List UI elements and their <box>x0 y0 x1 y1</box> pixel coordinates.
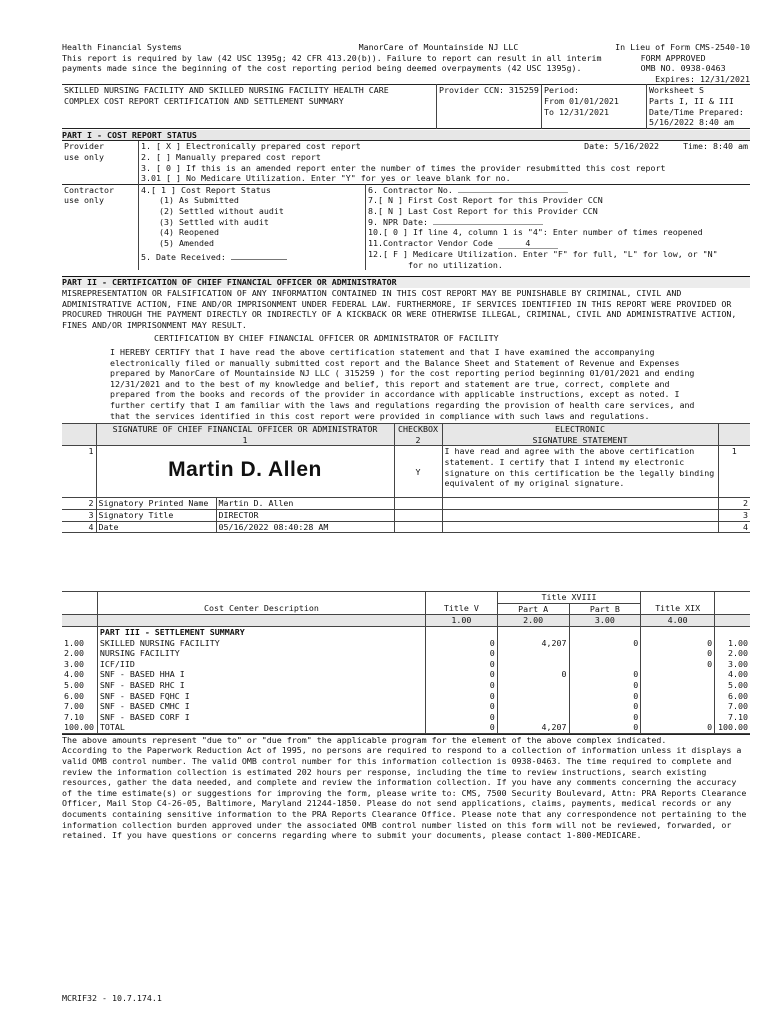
first-cost-report: 7.[ N ] First Cost Report for this Provider CCN <box>368 195 603 206</box>
part2-warning: MISREPRESENTATION OR FALSIFICATION OF ANY INFORMATION CONTAINED IN THIS COST REPORT MAY BE PUNISHABLE BY CRIMINAL, CIVIL AND ADMINISTRATIVE ACTION, FINE AND/OR IMPRISONMENT UNDER FEDERAL LAW. FURTHERMORE, IF SERVICES IDENTIFIED IN THIS REPORT WERE PROVIDED OR PROCURED THROUGH THE PAYMENT DIRECTLY OR INDIRECTLY OF A KICKBACK OR WERE OTHERWISE ILLEGAL, CRIMINAL, CIVIL AND ADMINISTRATIVE ACTION, FINES AND/OR IMPRISONMENT MAY RESULT. <box>62 288 737 330</box>
document-page <box>62 42 750 841</box>
part-b-value: 0 <box>569 701 641 712</box>
part-b-value: 0 <box>569 638 641 649</box>
part3-title: PART III - SETTLEMENT SUMMARY <box>97 626 425 637</box>
title-xix-value <box>641 691 715 702</box>
title-xix-value: 0 <box>641 638 715 649</box>
title-xix-value <box>641 701 715 712</box>
line-number-right: 6.00 <box>715 691 750 702</box>
report-title-2: COMPLEX COST REPORT CERTIFICATION AND SETTLEMENT SUMMARY <box>64 95 344 106</box>
cost-center-name: NURSING FACILITY <box>97 648 425 659</box>
title-xix-value: 0 <box>641 722 715 733</box>
header-line <box>62 42 750 53</box>
title-v-value: 0 <box>425 659 497 670</box>
sig-col-head: SIGNATURE OF CHIEF FINANCIAL OFFICER OR ADMINISTRATOR <box>112 424 378 435</box>
line-number-right: 7.10 <box>715 712 750 723</box>
cost-center-name: SNF - BASED FQHC I <box>97 691 425 702</box>
part-a-value <box>497 712 569 723</box>
contractor-no: 6. Contractor No. <box>368 184 453 195</box>
line-number-right: 2.00 <box>715 648 750 659</box>
cost-center-name: TOTAL <box>97 722 425 733</box>
printed-name-label: Signatory Printed Name <box>96 498 216 510</box>
title-v-value: 0 <box>425 680 497 691</box>
title-label: Signatory Title <box>96 509 216 521</box>
title-xix-value: 0 <box>641 648 715 659</box>
row-num-3-right: 3 <box>718 509 750 521</box>
part-a-value: 4,207 <box>497 638 569 649</box>
period-from: From 01/01/2021 <box>544 95 619 106</box>
cost-center-name: SNF - BASED CORF I <box>97 712 425 723</box>
signature-table <box>62 423 750 533</box>
title-block <box>62 84 750 128</box>
prep-date: Date: 5/16/2022 <box>584 141 660 152</box>
title-v-value: 0 <box>425 648 497 659</box>
software-name: Health Financial Systems <box>62 42 182 52</box>
line3-01-no-medicare: 3.01 [ ] No Medicare Utilization. Enter "Y" for yes or leave blank for no. <box>141 173 511 184</box>
line2-manual: 2. [ ] Manually prepared cost report <box>141 151 321 162</box>
cost-center-desc-head: Cost Center Description <box>97 603 425 615</box>
last-cost-report: 8.[ N ] Last Cost Report for this Provider CCN <box>368 205 598 216</box>
col-num-4: 4.00 <box>641 615 715 627</box>
settlement-row <box>62 701 750 712</box>
settlement-row <box>62 638 750 649</box>
status-4: (4) Reopened <box>159 227 219 238</box>
title-v-value: 0 <box>425 691 497 702</box>
line-number-right: 4.00 <box>715 669 750 680</box>
line3-amended: 3. [ 0 ] If this is an amended report enter the number of times the provider resubmitted this cost report <box>141 162 666 173</box>
settlement-row <box>62 691 750 702</box>
part-b-head: Part B <box>569 603 641 615</box>
part1-title: PART I - COST REPORT STATUS <box>62 130 750 142</box>
part-a-value: 4,207 <box>497 722 569 733</box>
omb-number: OMB NO. 0938-0463 <box>640 63 726 74</box>
cost-center-name: SNF - BASED HHA I <box>97 669 425 680</box>
title-xix-value <box>641 680 715 691</box>
line-number: 2.00 <box>64 648 84 659</box>
line-number: 5.00 <box>64 679 84 690</box>
worksheet-label: Worksheet S <box>649 85 704 96</box>
header-notice <box>62 53 750 74</box>
cert-heading: CERTIFICATION BY CHIEF FINANCIAL OFFICER OR ADMINISTRATOR OF FACILITY <box>154 333 499 344</box>
part-a-value <box>497 659 569 670</box>
signature-statement: I have read and agree with the above certification statement. I certify that I intend my electronic signature on this certification be the legally binding equivalent of my original signature. <box>442 446 718 498</box>
contractor-no-field <box>458 192 568 193</box>
contractor-use-label-2: use only <box>64 195 104 206</box>
title-v-value: 0 <box>425 669 497 680</box>
settlement-row <box>62 648 750 659</box>
cost-center-name: SNF - BASED RHC I <box>97 680 425 691</box>
sig-col-num: 1 <box>242 434 248 445</box>
col-num-3: 3.00 <box>569 615 641 627</box>
col-num-1: 1.00 <box>425 615 497 627</box>
line1-electronic: 1. [ X ] Electronically prepared cost report <box>141 141 361 152</box>
period-label: Period: <box>544 85 579 96</box>
date-time-prepared-label: Date/Time Prepared: <box>649 106 744 117</box>
contractor-use-label: Contractor <box>64 184 114 195</box>
line-number: 4.00 <box>64 669 84 680</box>
line-number: 7.00 <box>64 701 84 712</box>
medicare-utilization: 12.[ F ] Medicare Utilization. Enter "F" for full, "L" for low, or "N" <box>368 249 718 260</box>
settlement-row <box>62 680 750 691</box>
settlement-row <box>62 712 750 723</box>
vendor-code-value: 4 <box>498 238 558 250</box>
expires-date: Expires: 12/31/2021 <box>655 73 750 84</box>
line-number-right: 7.00 <box>715 701 750 712</box>
period-to: To 12/31/2021 <box>544 106 609 117</box>
report-title-1: SKILLED NURSING FACILITY AND SKILLED NURSING FACILITY HEALTH CARE <box>64 85 389 96</box>
line-number-right: 5.00 <box>715 680 750 691</box>
row-num-4-right: 4 <box>718 521 750 533</box>
settlement-row <box>62 669 750 680</box>
provider-use-label-2: use only <box>64 151 104 162</box>
cost-center-name: SKILLED NURSING FACILITY <box>97 638 425 649</box>
prep-time: Time: 8:40 am <box>683 141 748 152</box>
cert-text: I HEREBY CERTIFY that I have read the above certification statement and that I have examined the accompanying electronically filed or manually submitted cost report and the Balance Sheet and Statement of Revenue and Expenses prepared by ManorCare of Mountainside NJ LLC ( 315259 ) for the cost reporting period beginning 01/01/2021 and ending 12/31/2021 and to the best of my knowledge and belief, this report and statement are true, correct, complete and prepared from the books and records of the provider in accordance with applicable instructions, except as noted. I further certify that I am familiar with the laws and regulations regarding the provision of health care services, and that the services identified in this cost report were provided in compliance with such laws and regulations. <box>110 347 695 421</box>
checkbox-value: Y <box>394 446 442 498</box>
part-a-head: Part A <box>497 603 569 615</box>
title-v-head: Title V <box>425 603 497 615</box>
part1-provider-section <box>62 141 750 183</box>
row-num-2-right: 2 <box>718 498 750 510</box>
title-v-value: 0 <box>425 722 497 733</box>
date-received-label: 5. Date Received: <box>141 252 226 263</box>
title-xix-value <box>641 669 715 680</box>
row-num-1: 1 <box>88 446 94 457</box>
title-v-value: 0 <box>425 712 497 723</box>
form-number: In Lieu of Form CMS-2540-10 <box>615 42 750 52</box>
statement-col-head-1: ELECTRONIC <box>555 424 605 435</box>
provider-ccn: Provider CCN: 315259 <box>437 85 542 128</box>
date-label: Date <box>96 521 216 533</box>
paperwork-notice: According to the Paperwork Reduction Act of 1995, no persons are required to respond to a collection of information unless it displays a valid OMB control number. The valid OMB control number for this information collection is 0938-0463. The time required to complete and review the information collection is estimated 202 hours per response, including the time to review instructions, search existing resources, gather the data needed, and complete and review the information collection. If you have any comments concerning the accuracy of the time estimate(s) or suggestions for improving the form, please write to: CMS, 7500 Security Boulevard, Attn: PRA Reports Clearance Officer, Mail Stop C4-26-05, Baltimore, Maryland 21244-1850. Please do not send applications, claims, payments, medical records or any documents containing sensitive information to the PRA Reports Clearance Office. Please note that any correspondence not pertaining to the information collection burden approved under the associated OMB control number listed on this form will not be reviewed, forwarded, or retained. If you have questions or concerns regarding where to submit your documents, please contact 1-800-MEDICARE. <box>62 745 747 841</box>
vendor-code-label: 11.Contractor Vendor Code <box>368 237 493 248</box>
line-number-right: 3.00 <box>715 659 750 670</box>
statement-col-head-2: SIGNATURE STATEMENT <box>532 434 628 445</box>
line-number: 7.10 <box>64 711 84 722</box>
part-a-value <box>497 701 569 712</box>
footer-code: MCRIF32 - 10.7.174.1 <box>62 993 162 1003</box>
title-xviii-head: Title XVIII <box>497 592 641 604</box>
title-xix-value <box>641 712 715 723</box>
npr-date: 9. NPR Date: <box>368 216 428 227</box>
line-number: 100.00 <box>64 722 94 733</box>
checkbox-col-num: 2 <box>415 434 421 445</box>
title-xix-head: Title XIX <box>641 603 715 615</box>
part-b-value <box>569 659 641 670</box>
line-number: 6.00 <box>64 690 84 701</box>
printed-name-value: Martin D. Allen <box>216 498 394 510</box>
date-value: 05/16/2022 08:40:28 AM <box>216 521 394 533</box>
provider-use-label: Provider <box>64 141 104 152</box>
amounts-note: The above amounts represent "due to" or "due from" the applicable program for the element of the above complex indicated. <box>62 734 750 746</box>
part-b-value: 0 <box>569 680 641 691</box>
row-num-4: 4 <box>88 521 94 532</box>
title-v-value: 0 <box>425 638 497 649</box>
status-2: (2) Settled without audit <box>159 205 284 216</box>
title-v-value: 0 <box>425 701 497 712</box>
notice-text: This report is required by law (42 USC 1395g; 42 CFR 413.20(b)). Failure to report can result in all interim payments made since the beginning of the cost reporting period being deemed overpayments (42 USC 1395g). <box>62 52 602 74</box>
part-b-value <box>569 648 641 659</box>
col-num-2: 2.00 <box>497 615 569 627</box>
status-1: (1) As Submitted <box>159 195 239 206</box>
line-number-right: 100.00 <box>715 722 750 733</box>
part1-contractor-section <box>62 184 750 271</box>
part-a-value <box>497 691 569 702</box>
part-a-value <box>497 680 569 691</box>
cost-center-name: SNF - BASED CMHC I <box>97 701 425 712</box>
row-num-3: 3 <box>88 509 94 520</box>
parts-label: Parts I, II & III <box>649 95 734 106</box>
row-num-2: 2 <box>88 498 94 509</box>
part2-title: PART II - CERTIFICATION OF CHIEF FINANCIAL OFFICER OR ADMINISTRATOR <box>62 276 750 288</box>
part-a-value <box>497 648 569 659</box>
part-b-value: 0 <box>569 712 641 723</box>
times-reopened: 10.[ 0 ] If line 4, column 1 is "4": Enter number of times reopened <box>368 227 703 238</box>
date-received-field <box>231 259 287 260</box>
signature: Martin D. Allen <box>168 458 322 482</box>
title-value: DIRECTOR <box>216 509 394 521</box>
settlement-row <box>62 722 750 733</box>
npr-date-field <box>433 224 543 225</box>
title-xix-value: 0 <box>641 659 715 670</box>
status-3: (3) Settled with audit <box>159 216 269 227</box>
part-b-value: 0 <box>569 669 641 680</box>
part-b-value: 0 <box>569 722 641 733</box>
settlement-table <box>62 591 750 734</box>
status-title: 4.[ 1 ] Cost Report Status <box>141 184 271 195</box>
line-number-right: 1.00 <box>715 638 750 649</box>
medicare-utilization-2: for no utilization. <box>408 259 503 270</box>
part-a-value: 0 <box>497 669 569 680</box>
status-5: (5) Amended <box>159 237 214 248</box>
settlement-row <box>62 659 750 670</box>
line-number: 1.00 <box>64 637 84 648</box>
provider-name: ManorCare of Mountainside NJ LLC <box>358 42 519 52</box>
cost-center-name: ICF/IID <box>97 659 425 670</box>
line-number: 3.00 <box>64 658 84 669</box>
prepared-value: 5/16/2022 8:40 am <box>649 117 734 128</box>
form-approved: FORM APPROVED <box>640 52 706 63</box>
checkbox-col-head: CHECKBOX <box>398 424 438 435</box>
row-num-1-right: 1 <box>718 446 750 498</box>
part-b-value: 0 <box>569 691 641 702</box>
